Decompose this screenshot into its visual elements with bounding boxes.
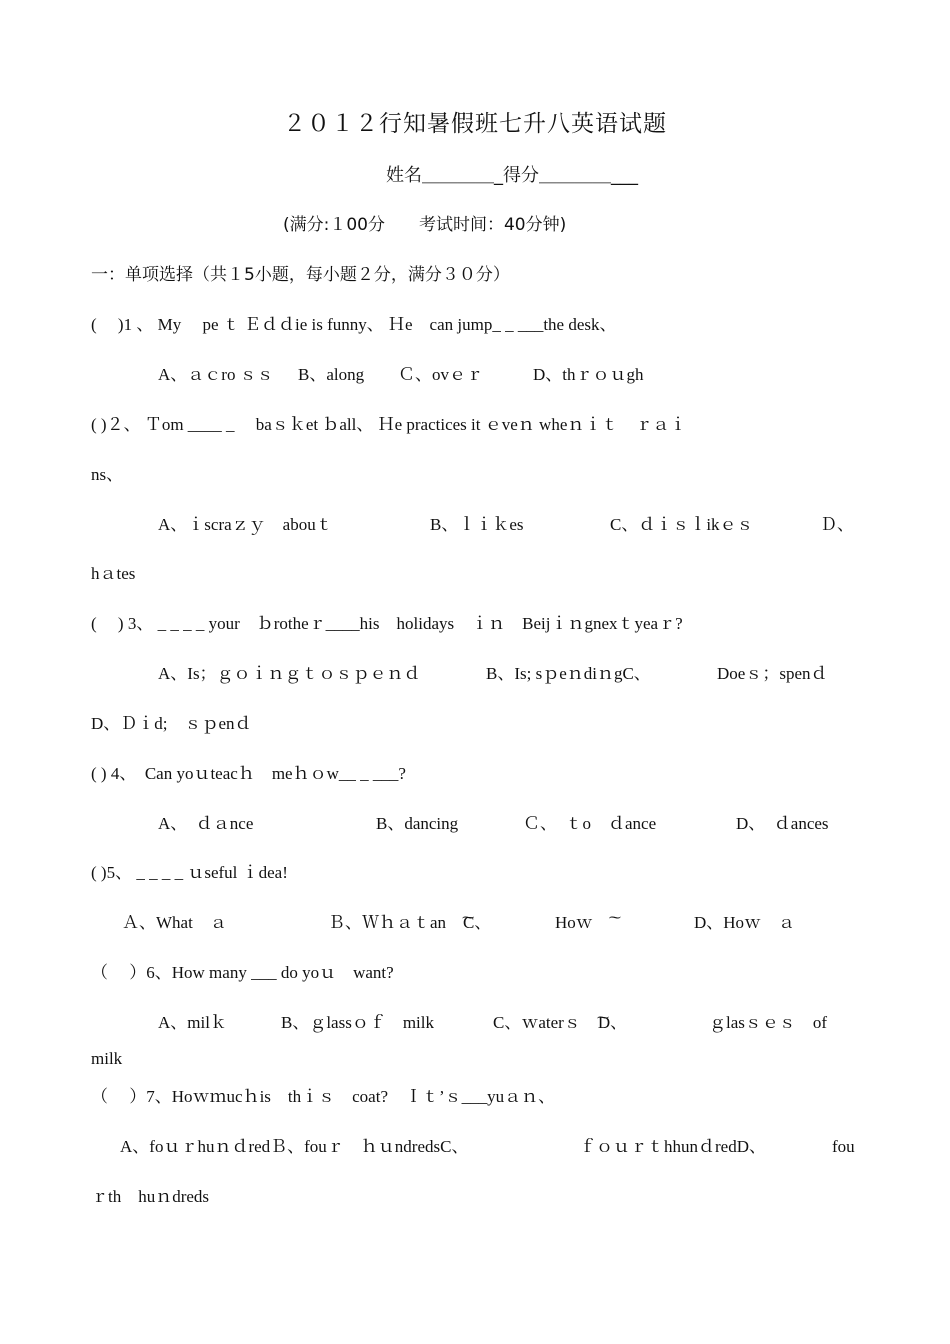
question-7-option-d: fou — [832, 1137, 855, 1156]
question-4-stem: ( ) 4、 Can yoｕteacｈ meｈｏw__ _ ___? — [91, 764, 406, 783]
question-2-option-c: C、ｄｉｓｌikｅｓ — [610, 515, 754, 534]
question-3-option-d: D、Ｄｉd; ｓｐenｄ — [91, 714, 252, 733]
question-7-option-a-b: A、foｕｒhuｎｄredＢ、fouｒ ｈｕndredsC、 — [120, 1137, 469, 1156]
question-1-option-b: B、along — [298, 365, 365, 384]
question-2-option-a: A、ｉscraｚｙ abouｔ — [158, 515, 333, 534]
question-1-option-d: D、thｒｏｕgh — [533, 365, 644, 384]
question-4-option-d: D、 ｄances — [736, 814, 829, 833]
question-2-option-d: Ｄ、 — [820, 515, 854, 534]
question-1-stem: ( )1 、 My pe ｔ Ｅｄｄie is funny、 Ｈe can jump_ _ ___the desk、 — [91, 315, 617, 334]
question-7-option-c: ｆｏｕｒｔhhunｄredD、 — [579, 1137, 766, 1156]
question-5-option-d: D、Hoｗ ａ — [694, 913, 796, 932]
question-5-option-a: Ａ、What ａ — [122, 913, 227, 932]
question-1-option-a: A、ａｃro ｓｓ — [158, 365, 274, 384]
question-5-stem: ( )5、 _ _ _ _ ｕseful ｉdea! — [91, 863, 288, 882]
name-score-line: 姓名＿＿＿＿_得分＿＿＿＿___ — [386, 165, 638, 186]
scoring-info: (满分:１00分 考试时间：40分钟) — [283, 215, 567, 235]
question-6-option-a: A、milｋ — [158, 1013, 227, 1032]
question-2-option-b: B、ｌｉｋes — [430, 515, 524, 534]
question-7-stem: （ ）7、Hoｗｍucｈis thｉｓ coat? Ｉｔ’ｓ___yuａｎ、 — [91, 1087, 556, 1106]
question-6-option-c: C、ｗaterｓ ͠D、 — [493, 1013, 628, 1032]
question-3-option-c: Doeｓ；spenｄ — [717, 664, 828, 683]
section-heading: 一：单项选择（共１5小题，每小题２分，满分３０分） — [91, 265, 510, 285]
question-2-option-d-continued: hａtes — [91, 564, 136, 583]
question-4-option-b: B、dancing — [376, 814, 459, 833]
question-2-stem-continued: ns、 — [91, 465, 124, 484]
question-1-option-c: Ｃ、ovｅｒ — [398, 365, 483, 384]
question-3-stem: ( ) 3、 _ _ _ _ your ｂrotheｒ____his holidays ｉｎ Beijｉｎgnexｔyeaｒ? — [91, 614, 683, 633]
question-5-option-b: Ｂ、Ｗｈａｔan ͠C、 — [328, 913, 492, 932]
question-5-option-c: Hoｗ ͠ — [555, 913, 610, 932]
question-7-option-d-continued: ｒth huｎdreds — [91, 1187, 210, 1206]
question-4-option-a: A、 ｄａnce — [158, 814, 254, 833]
question-6-stem: （ ）6、How many ___ do yoｕ want? — [91, 963, 394, 982]
question-6-option-b: B、ｇlassｏｆ milk — [281, 1013, 435, 1032]
question-6-option-d: ｇlasｓｅｓ of — [709, 1013, 828, 1032]
page-title: ２０１２行知暑假班七升八英语试题 — [283, 111, 667, 137]
question-3-option-b: B、Is; sｐeｎdiｎgC、 — [486, 664, 651, 683]
question-3-option-a: A、Is；ｇｏｉｎｇｔｏｓｐｅｎｄ — [158, 664, 421, 683]
question-6-option-d-continued: milk — [91, 1049, 123, 1068]
question-2-stem: ( )２、 Ｔom ____ _ baｓｋet ｂall、 Ｈe practices it ｅveｎ wheｎｉｔ ｒａｉ — [91, 415, 687, 434]
question-4-option-c: Ｃ、 ｔo ｄance — [523, 814, 657, 833]
